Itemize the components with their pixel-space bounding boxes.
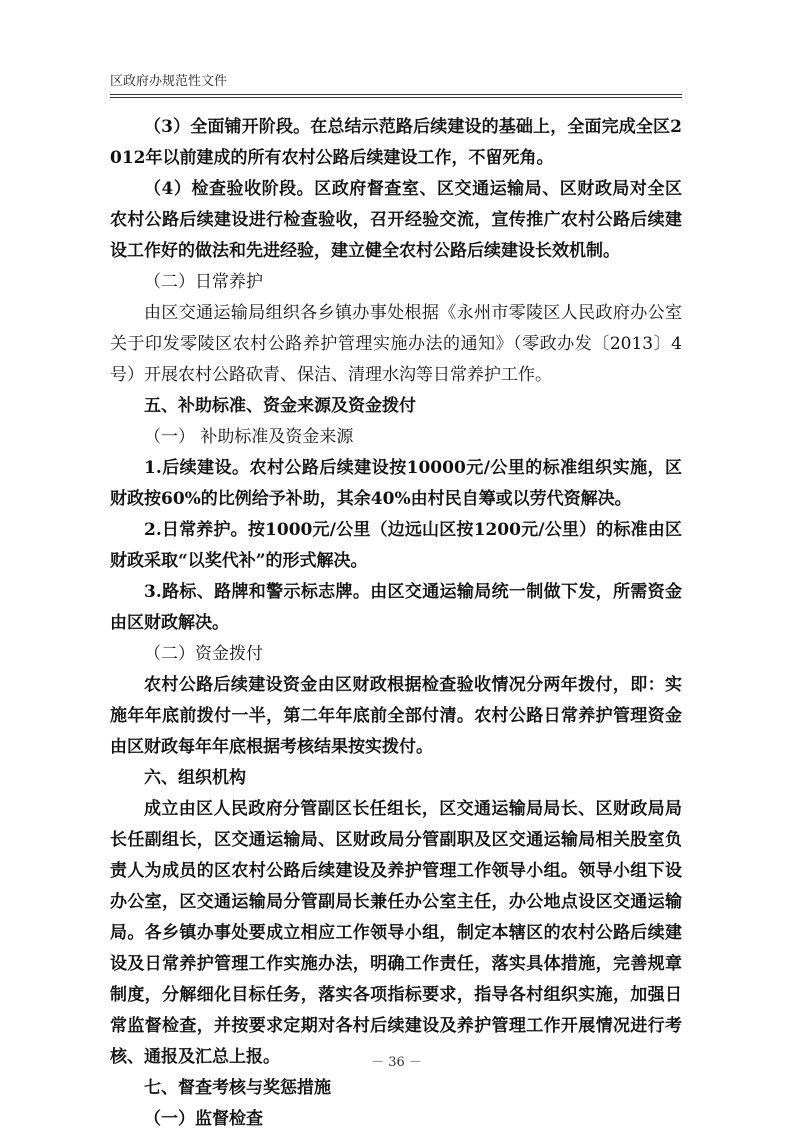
paragraph-fund-allocation: 农村公路后续建设资金由区财政根据检查验收情况分两年拨付，即：实施年年底前拨付一半，第二年年底前全部付清。农村公路日常养护管理资金由区财政每年年底根据考核结果按实拨付。 <box>110 675 682 757</box>
document-body <box>110 112 682 1135</box>
header-rule-bottom <box>110 97 682 98</box>
subheading-daily-maintenance: （二）日常养护 <box>144 272 263 292</box>
paragraph-subsidy-3: 3.路标、路牌和警示标志牌。由区交通运输局统一制做下发，所需资金由区财政解决。 <box>110 582 682 633</box>
page-number: － 36 － <box>371 1055 422 1070</box>
subheading-supervision: （一）监督检查 <box>144 1109 263 1129</box>
paragraph-subsidy-2: 2.日常养护。按1000元/公里（边远山区按1200元/公里）的标准由区财政采取“以奖代补”的形式解决。 <box>110 520 682 571</box>
paragraph-subsidy-1: 1.后续建设。农村公路后续建设按10000元/公里的标准组织实施，区财政按60%的比例给予补助，其余40%由村民自筹或以劳代资解决。 <box>110 458 682 509</box>
section-heading-5: 五、补助标准、资金来源及资金拨付 <box>144 396 416 416</box>
running-header: 区政府办规范性文件 <box>110 74 228 89</box>
section-heading-7: 七、督查考核与奖惩措施 <box>144 1078 331 1098</box>
header-rule-top <box>110 94 682 95</box>
paragraph-organization: 成立由区人民政府分管副区长任组长，区交通运输局局长、区财政局局长任副组长，区交通运输局、区财政局分管副职及区交通运输局相关股室负责人为成员的区农村公路后续建设及养护管理工作领导小组。领导小组下设办公室，区交通运输局分管副局长兼任办公室主任，办公地点设区交通运输局。各乡镇办事处要成立相应工作领导小组，制定本辖区的农村公路后续建设及日常养护管理工作实施办法，明确工作责任，落实具体措施，完善规章制度，分解细化目标任务，落实各项指标要求，指导各村组织实施，加强日常监督检查，并按要求定期对各村后续建设及养护管理工作开展情况进行考核、通报及汇总上报。 <box>110 799 682 1067</box>
section-heading-6: 六、组织机构 <box>144 768 246 788</box>
subheading-subsidy-standard: （一） 补助标准及资金来源 <box>144 427 354 447</box>
paragraph-phase-3: （3）全面铺开阶段。在总结示范路后续建设的基础上，全面完成全区2012年以前建成的所有农村公路后续建设工作，不留死角。 <box>110 117 682 168</box>
paragraph-phase-4: （4）检查验收阶段。区政府督查室、区交通运输局、区财政局对全区农村公路后续建设进行检查验收，召开经验交流，宣传推广农村公路后续建设工作好的做法和先进经验，建立健全农村公路后续建设长效机制。 <box>110 179 682 261</box>
paragraph-daily-maintenance: 由区交通运输局组织各乡镇办事处根据《永州市零陵区人民政府办公室关于印发零陵区农村公路养护管理实施办法的通知》（零政办发〔2013〕4号）开展农村公路砍青、保洁、清理水沟等日常养护工作。 <box>110 303 682 385</box>
subheading-fund-allocation: （二）资金拨付 <box>144 644 263 664</box>
